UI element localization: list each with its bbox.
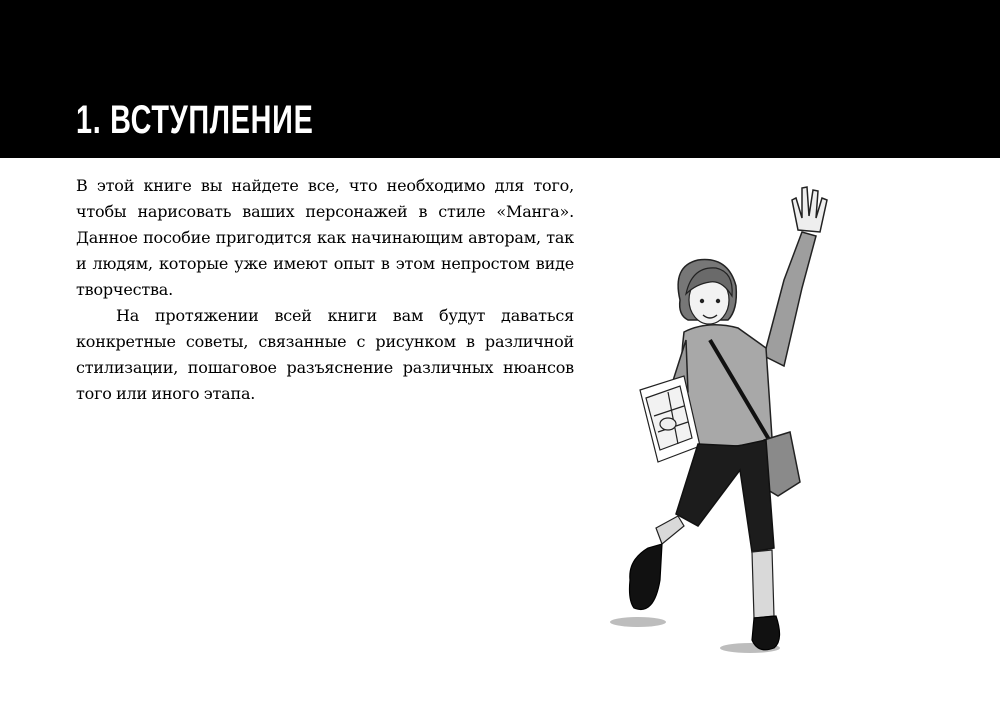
chapter-title: 1. ВСТУПЛЕНИЕ bbox=[76, 98, 314, 142]
body-text bbox=[76, 173, 574, 407]
paragraph: На протяжении всей книги вам будут даваться конкретные советы, связанные с рисунком в различной стилизации, пошаговое разъяснение различных нюансов того или иного этапа. bbox=[76, 306, 574, 403]
manga-girl-illustration bbox=[588, 170, 858, 670]
shoe bbox=[752, 616, 780, 650]
trousers bbox=[676, 440, 774, 552]
sock bbox=[656, 516, 684, 544]
paragraph: В этой книге вы найдете все, что необходимо для того, чтобы нарисовать ваших персонажей в стиле «Манга». Данное пособие пригодится как начинающим авторам, так и людям, которые уже имеют опыт в этом непростом виде творчества. bbox=[76, 176, 574, 299]
ground-shadow bbox=[610, 617, 666, 627]
shoe bbox=[630, 544, 663, 609]
waving-hand bbox=[792, 187, 827, 232]
raised-arm bbox=[764, 232, 816, 366]
sock bbox=[752, 550, 774, 618]
